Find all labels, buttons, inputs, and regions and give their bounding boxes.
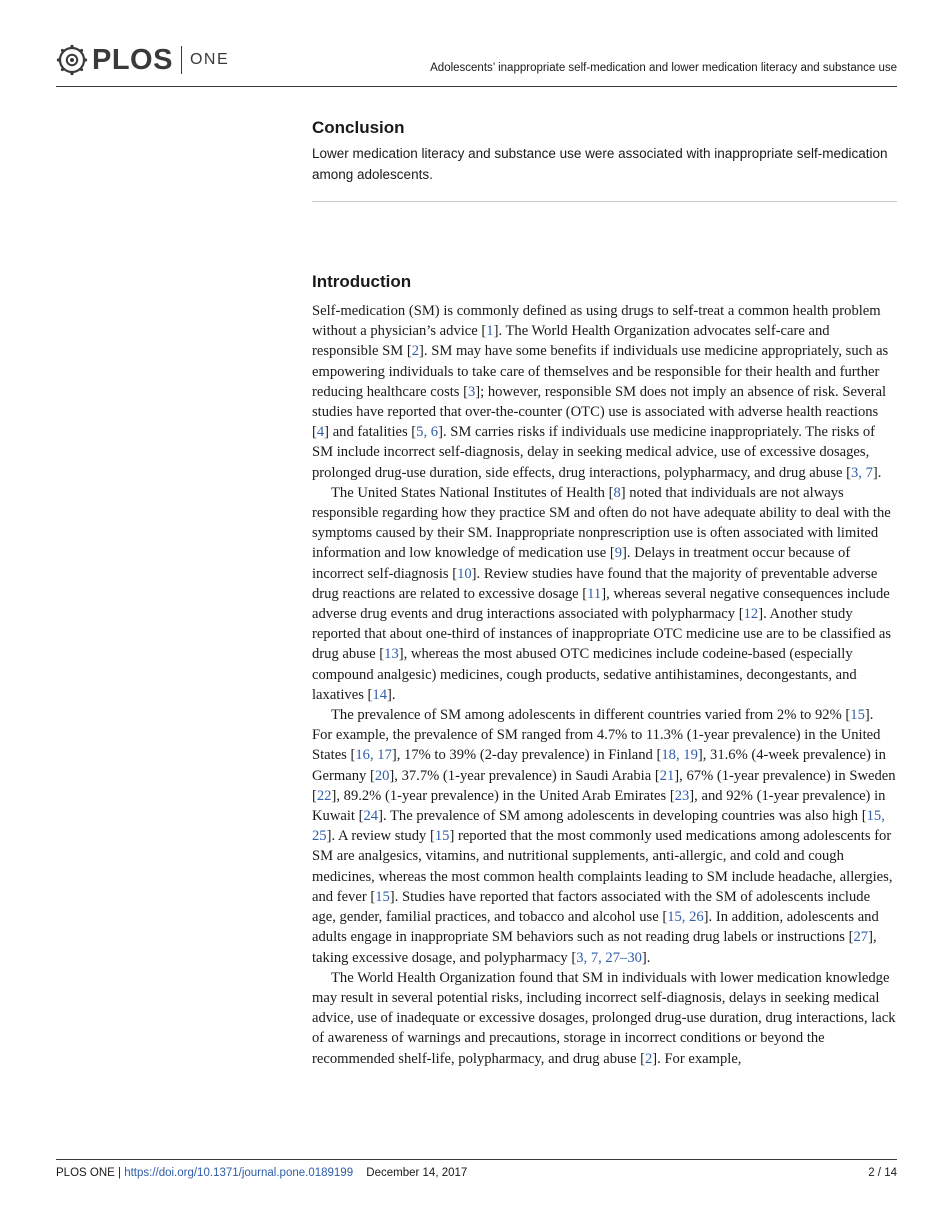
conclusion-heading: Conclusion: [312, 118, 405, 137]
citation-link[interactable]: 16, 17: [355, 747, 392, 764]
citation-link[interactable]: 1: [486, 323, 494, 340]
conclusion-section: [312, 118, 897, 185]
citation-link[interactable]: 27: [853, 929, 869, 946]
citation-link[interactable]: 15, 26: [667, 909, 704, 926]
logo-journal: ONE: [189, 51, 230, 68]
page-header: [56, 40, 897, 87]
citation-link[interactable]: 21: [659, 767, 675, 784]
citation-link[interactable]: 3: [468, 383, 476, 400]
plos-logo-icon: [56, 44, 88, 76]
intro-paragraph-4: The World Health Organization found that SM in individuals with lower medication knowledge may result in several potential risks, including incorrect self-diagnosis, delays in seeking medical advice, use of inadequate or excessive dosages, prolonged drug-use duration, drug interactions, lack of awareness of warnings and precautions, storage in incorrect conditions or beyond the recommended shelf-life, polypharmacy, and drug abuse [2]. For example,: [312, 969, 896, 1067]
citation-link[interactable]: 5, 6: [416, 424, 439, 441]
citation-link[interactable]: 4: [316, 424, 325, 441]
introduction-body: [312, 301, 897, 1069]
logo-text: PLOS: [92, 43, 173, 76]
citation-link[interactable]: 23: [674, 787, 690, 804]
citation-link[interactable]: 15: [375, 888, 390, 905]
citation-link[interactable]: 18, 19: [661, 747, 698, 764]
citation-link[interactable]: 2: [411, 343, 420, 360]
intro-paragraph-3: The prevalence of SM among adolescents in different countries varied from 2% to 92% [15]. For example, the prevalence of SM ranged from 4.7% to 11.3% (1-year prevalence) in the United States [16, 17], 17% to 39% (2-day prevalence) in Finland [18, 19], 31.6% (4-week prevalence) in Germany [20], 37.7% (1-year prevalence) in Saudi Arabia [21], 67% (1-year prevalence) in Sweden [22], 89.2% (1-year prevalence) in the United Arab Emirates [23], and 92% (1-year prevalence) in Kuwait [24]. The prevalence of SM among adolescents in developing countries was also high [15, 25]. A review study [15] reported that the most commonly used medications among adolescents for SM are analgesics, vitamins, and nutritional supplements, anti-allergic, and cold and cough medicines, whereas the most common health complaints leading to SM include headache, allergies, and fever [15]. Studies have reported that factors associated with the SM of adolescents include age, gender, familial practices, and tobacco and alcohol use [15, 26]. In addition, adolescents and adults engage in inappropriate SM behaviors such as not reading drug labels or instructions [27], taking excessive dosage, and polypharmacy [3, 7, 27–30].: [312, 707, 896, 966]
page-number: 2 / 14: [868, 1167, 897, 1179]
citation-link[interactable]: 15: [434, 828, 450, 845]
doi-link[interactable]: https://doi.org/10.1371/journal.pone.0189199: [124, 1167, 354, 1179]
citation-link[interactable]: 15, 25: [312, 808, 885, 845]
citation-link[interactable]: 2: [644, 1050, 653, 1067]
citation-link[interactable]: 12: [743, 606, 759, 623]
citation-link[interactable]: 20: [374, 767, 390, 784]
citation-link[interactable]: 22: [316, 787, 332, 804]
citation-link[interactable]: 3, 7: [851, 464, 873, 481]
citation-link[interactable]: 15: [850, 707, 865, 724]
section-divider: [312, 201, 897, 202]
citation-link[interactable]: 14: [372, 686, 387, 703]
citation-link[interactable]: 24: [363, 808, 379, 825]
page-footer: [56, 1159, 897, 1179]
intro-paragraph-1: Self-medication (SM) is commonly defined as using drugs to self-treat a common health problem without a physician’s advice [1]. The World Health Organization advocates self-care and responsible SM [2]. SM may have some benefits if individuals use medicine appropriately, such as empowering individuals to take care of themselves and be responsible for their health and further reducing healthcare costs [3]; however, responsible SM does not imply an absence of risk. Several studies have reported that over-the-counter (OTC) use is associated with adverse health reactions [4] and fatalities [5, 6]. SM carries risks if individuals use medicine inappropriately. The risks of SM include incorrect self-diagnosis, delay in seeking medical advice, use of excessive dosages, prolonged drug-use duration, side effects, drug interactions, polypharmacy, and drug abuse [3, 7].: [312, 303, 889, 481]
citation-link[interactable]: 13: [384, 646, 399, 663]
citation-link[interactable]: 8: [613, 484, 621, 501]
conclusion-text: Lower medication literacy and substance use were associated with inappropriate self-medication among adolescents.: [312, 146, 888, 182]
citation-link[interactable]: 3, 7, 27–30: [576, 949, 642, 966]
footer-journal: PLOS ONE |: [56, 1167, 121, 1179]
introduction-heading: Introduction: [312, 272, 412, 291]
plos-one-logo: [56, 40, 229, 80]
running-title: Adolescents’ inappropriate self-medication and lower medication literacy and substance use: [430, 62, 897, 74]
intro-paragraph-2: The United States National Institutes of Health [8] noted that individuals are not always responsible regarding how they practice SM and often do not have adequate ability to deal with the symptoms caused by their SM. Inappropriate nonprescription use is often associated with limited information and low knowledge of medication use [9]. Delays in treatment occur because of incorrect self-diagnosis [10]. Review studies have found that the majority of preventable adverse drug reactions are related to excessive dosage [11], whereas several negative consequences include adverse drug events and drug interactions associated with polypharmacy [12]. Another study reported that about one-third of instances of inappropriate OTC medicine use are to be classified as drug abuse [13], whereas the most abused OTC medicines include codeine-based (especially compound analgesic) medicines, cough products, sedative antihistamines, decongestants, and laxatives [14].: [312, 484, 892, 703]
logo-separator: [181, 46, 182, 74]
citation-link[interactable]: 11: [587, 585, 602, 602]
footer-citation: [56, 1167, 467, 1179]
introduction-section: [312, 272, 897, 1069]
publication-date: December 14, 2017: [366, 1167, 468, 1179]
citation-link[interactable]: 10: [457, 565, 472, 582]
citation-link[interactable]: 9: [614, 545, 623, 562]
